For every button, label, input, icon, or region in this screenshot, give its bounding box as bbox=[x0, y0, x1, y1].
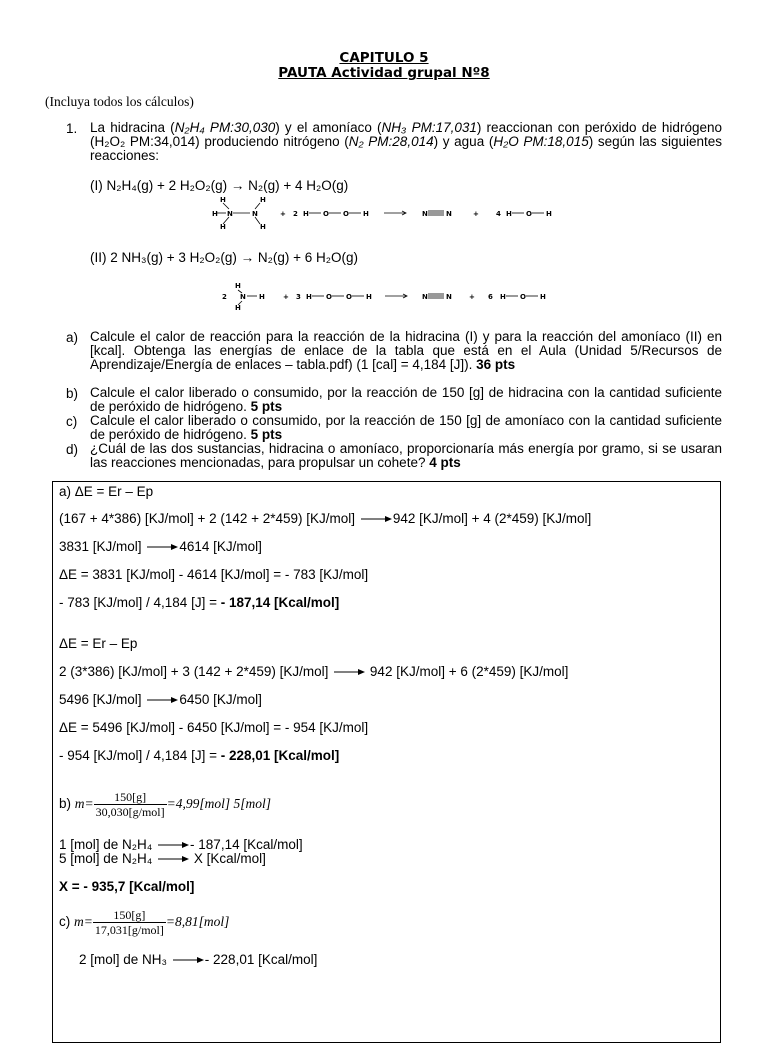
answer-b-numerator: 150[g] bbox=[94, 790, 167, 805]
ammonia-formula: NH₃ PM:17,031 bbox=[381, 120, 477, 135]
part-c-letter: c) bbox=[66, 414, 78, 429]
answer-a2-line2 bbox=[59, 692, 262, 707]
answer-b-mass-equation bbox=[59, 790, 271, 819]
answer-b-result: =4,99[mol] 5[mol] bbox=[166, 796, 272, 812]
question-number: 1. bbox=[66, 121, 78, 136]
struct1-h2o2-h2: H bbox=[363, 210, 369, 218]
answer-c-result: =8,81[mol] bbox=[165, 914, 230, 930]
answer-a-line3: ΔE = 3831 [KJ/mol] - 4614 [KJ/mol] = - 783 [KJ/mol] bbox=[59, 567, 369, 582]
struct2-n2-n1: N bbox=[422, 293, 428, 301]
answer-a-line1 bbox=[59, 511, 591, 526]
part-b-text bbox=[90, 386, 722, 414]
intro-text-a: La hidracina ( bbox=[90, 120, 175, 135]
struct1-n2-n2: N bbox=[446, 210, 452, 218]
struct1-h4: H bbox=[220, 223, 226, 231]
struct2-h2o-h2: H bbox=[540, 293, 546, 301]
part-c-text bbox=[90, 414, 722, 442]
struct2-h2: H bbox=[259, 293, 265, 301]
arrow-icon bbox=[171, 955, 205, 965]
struct2-h1: H bbox=[235, 282, 241, 290]
answer-c-numerator: 150[g] bbox=[93, 908, 166, 923]
struct2-h3: H bbox=[235, 304, 241, 312]
answer-c-mass-equation bbox=[59, 908, 229, 937]
struct2-coef-nh3: 2 bbox=[222, 293, 227, 301]
answer-a-line1-right: 942 [KJ/mol] + 4 (2*459) [KJ/mol] bbox=[392, 511, 592, 526]
part-b-letter: b) bbox=[66, 386, 79, 401]
part-a-body: Calcule el calor de reacción para la reacción de la hidracina (I) y para la reacción del amoníaco (II) en [kcal]. Obtenga las energías de enlace de la tabla que está en el Aula (Unidad 5/Recursos de Aprendizaje/Energía de enlaces – tabla.pdf) (1 [cal] = 4,184 [J]). bbox=[90, 329, 722, 372]
answer-b-line1 bbox=[59, 837, 303, 852]
struct2-h2o2-h1: H bbox=[306, 293, 312, 301]
answer-a-line4 bbox=[59, 595, 339, 610]
struct1-h3: H bbox=[212, 210, 218, 218]
answer-b-label: b) bbox=[59, 796, 72, 812]
part-a-points: 36 pts bbox=[476, 357, 516, 372]
nitrogen-formula: N₂ PM:28,014 bbox=[348, 134, 434, 149]
answer-c-label: c) bbox=[59, 914, 71, 930]
answer-c-line1-left: 2 [mol] de NH₃ bbox=[79, 952, 168, 967]
arrow-icon bbox=[332, 667, 366, 677]
intro-text-c: ) reaccionan con peróxido de hidrógeno (H₂O₂ PM:34,014) produciendo nitrógeno ( bbox=[90, 120, 722, 149]
arrow-icon bbox=[156, 840, 190, 850]
struct1-h1: H bbox=[220, 196, 226, 204]
answer-a-header: a) ΔE = Er – Ep bbox=[59, 484, 154, 499]
struct2-h2o-h1: H bbox=[500, 293, 506, 301]
answer-a2-line1-left: 2 (3*386) [KJ/mol] + 3 (142 + 2*459) [KJ/mol] bbox=[59, 664, 329, 679]
answer-a-line2 bbox=[59, 539, 262, 554]
answer-c-line1-right: - 228,01 [Kcal/mol] bbox=[204, 952, 318, 967]
part-b-points: 5 pts bbox=[250, 399, 283, 414]
answer-a2-line4-text: - 954 [KJ/mol] / 4,184 [J] = bbox=[59, 748, 221, 763]
struct1-n1: N bbox=[227, 210, 233, 218]
answer-b-fraction bbox=[94, 790, 167, 819]
reaction-1: (I) N₂H₄(g) + 2 H₂O₂(g) → N₂(g) + 4 H₂O(g) bbox=[90, 178, 349, 193]
answer-a2-line2-left: 5496 [KJ/mol] bbox=[59, 692, 142, 707]
struct2-plus2: + bbox=[469, 293, 475, 301]
arrow-icon bbox=[156, 854, 190, 864]
struct2-n2-n2: N bbox=[446, 293, 452, 301]
part-d-letter: d) bbox=[66, 442, 79, 457]
answer-b-line2-right: X [Kcal/mol] bbox=[193, 851, 266, 866]
struct2-h2o2-o1: O bbox=[326, 293, 332, 301]
answer-a2-line3: ΔE = 5496 [KJ/mol] - 6450 [KJ/mol] = - 954 [KJ/mol] bbox=[59, 720, 369, 735]
intro-text-d: ) y agua ( bbox=[433, 134, 494, 149]
intro-text-b: ) y el amoníaco ( bbox=[275, 120, 382, 135]
struct1-n2: N bbox=[252, 210, 258, 218]
chapter-title: CAPITULO 5 bbox=[339, 50, 429, 66]
ammonia-structure-diagram bbox=[215, 280, 555, 312]
arrow-icon bbox=[145, 542, 179, 552]
answer-a2-line4 bbox=[59, 748, 339, 763]
answer-a-line1-left: (167 + 4*386) [KJ/mol] + 2 (142 + 2*459) [KJ/mol] bbox=[59, 511, 356, 526]
struct2-h2o2-o2: O bbox=[346, 293, 352, 301]
struct2-coef-h2o: 6 bbox=[488, 293, 493, 301]
answer-a2-line1-right: 942 [KJ/mol] + 6 (2*459) [KJ/mol] bbox=[369, 664, 569, 679]
question-intro bbox=[90, 121, 722, 163]
struct2-h2o2-h2: H bbox=[366, 293, 372, 301]
struct1-plus1: + bbox=[280, 210, 286, 218]
answer-b-line2-left: 5 [mol] de N₂H₄ bbox=[59, 851, 153, 866]
part-a-text bbox=[90, 330, 722, 372]
part-d-text bbox=[90, 442, 722, 470]
part-d-body: ¿Cuál de las dos sustancias, hidracina o amoníaco, proporcionaría más energía por gramo, si se usaran las reacciones mencionadas, para propulsar un cohete? bbox=[90, 441, 722, 470]
part-d-points: 4 pts bbox=[429, 455, 461, 470]
water-formula: H₂O PM:18,015 bbox=[493, 134, 589, 149]
answer-b-denominator: 30,030[g/mol] bbox=[95, 805, 165, 819]
answer-a2-line1 bbox=[59, 664, 568, 679]
hydrazine-structure-diagram bbox=[210, 194, 560, 234]
intro-text-e: ) según las siguientes reacciones: bbox=[90, 134, 723, 163]
struct1-h2o2-o2: O bbox=[343, 210, 349, 218]
arrow-icon bbox=[359, 514, 393, 524]
answer-a-line4-text: - 783 [KJ/mol] / 4,184 [J] = bbox=[59, 595, 221, 610]
struct1-h2o-o: O bbox=[526, 210, 532, 218]
struct1-h2o2-h1: H bbox=[303, 210, 309, 218]
answer-c-denominator: 17,031[g/mol] bbox=[94, 923, 164, 937]
answer-a-result: - 187,14 [Kcal/mol] bbox=[220, 595, 340, 610]
answer-a2-header: ΔE = Er – Ep bbox=[59, 636, 138, 651]
answer-b-m: m= bbox=[74, 796, 94, 812]
struct1-coef-h2o: 4 bbox=[496, 210, 501, 218]
struct1-plus2: + bbox=[473, 210, 479, 218]
struct1-coef-h2o2: 2 bbox=[293, 210, 298, 218]
struct2-plus1: + bbox=[283, 293, 289, 301]
part-a-letter: a) bbox=[66, 330, 79, 345]
answer-a2-line2-right: 6450 [KJ/mol] bbox=[179, 692, 262, 707]
answer-b-final: X = - 935,7 [Kcal/mol] bbox=[59, 879, 195, 894]
struct1-h2o-h1: H bbox=[506, 210, 512, 218]
answer-b-line1-right: - 187,14 [Kcal/mol] bbox=[190, 837, 303, 852]
answer-a-line2-right: 4614 [KJ/mol] bbox=[179, 539, 262, 554]
reaction-2: (II) 2 NH₃(g) + 3 H₂O₂(g) → N₂(g) + 6 H₂O(g) bbox=[90, 250, 358, 265]
struct1-h2o2-o1: O bbox=[323, 210, 329, 218]
struct1-h2o-h2: H bbox=[546, 210, 552, 218]
struct1-n2-n1: N bbox=[422, 210, 428, 218]
struct2-h2o-o: O bbox=[520, 293, 526, 301]
struct1-h2: H bbox=[260, 196, 266, 204]
answer-a2-result: - 228,01 [Kcal/mol] bbox=[220, 748, 340, 763]
answer-a-line2-left: 3831 [KJ/mol] bbox=[59, 539, 142, 554]
activity-title: PAUTA Actividad grupal Nº8 bbox=[278, 65, 490, 81]
answer-c-m: m= bbox=[74, 914, 93, 930]
struct1-h5: H bbox=[260, 223, 266, 231]
struct2-coef-h2o2: 3 bbox=[296, 293, 301, 301]
instruction-text: (Incluya todos los cálculos) bbox=[45, 94, 194, 109]
answer-b-line2 bbox=[59, 851, 266, 866]
answer-c-line1 bbox=[79, 952, 317, 967]
part-c-points: 5 pts bbox=[250, 427, 283, 442]
part-b-body: Calcule el calor liberado o consumido, por la reacción de 150 [g] de hidracina con la cantidad suficiente de peróxido de hidrógeno. bbox=[90, 385, 722, 414]
answer-b-line1-left: 1 [mol] de N₂H₄ bbox=[59, 837, 153, 852]
struct2-n: N bbox=[240, 293, 246, 301]
answer-c-fraction bbox=[93, 908, 166, 937]
arrow-icon bbox=[145, 695, 179, 705]
hydrazine-formula: N₂H₄ PM:30,030 bbox=[174, 120, 276, 135]
part-c-body: Calcule el calor liberado o consumido, por la reacción de 150 [g] de amoníaco con la cantidad suficiente de peróxido de hidrógeno. bbox=[90, 413, 722, 442]
